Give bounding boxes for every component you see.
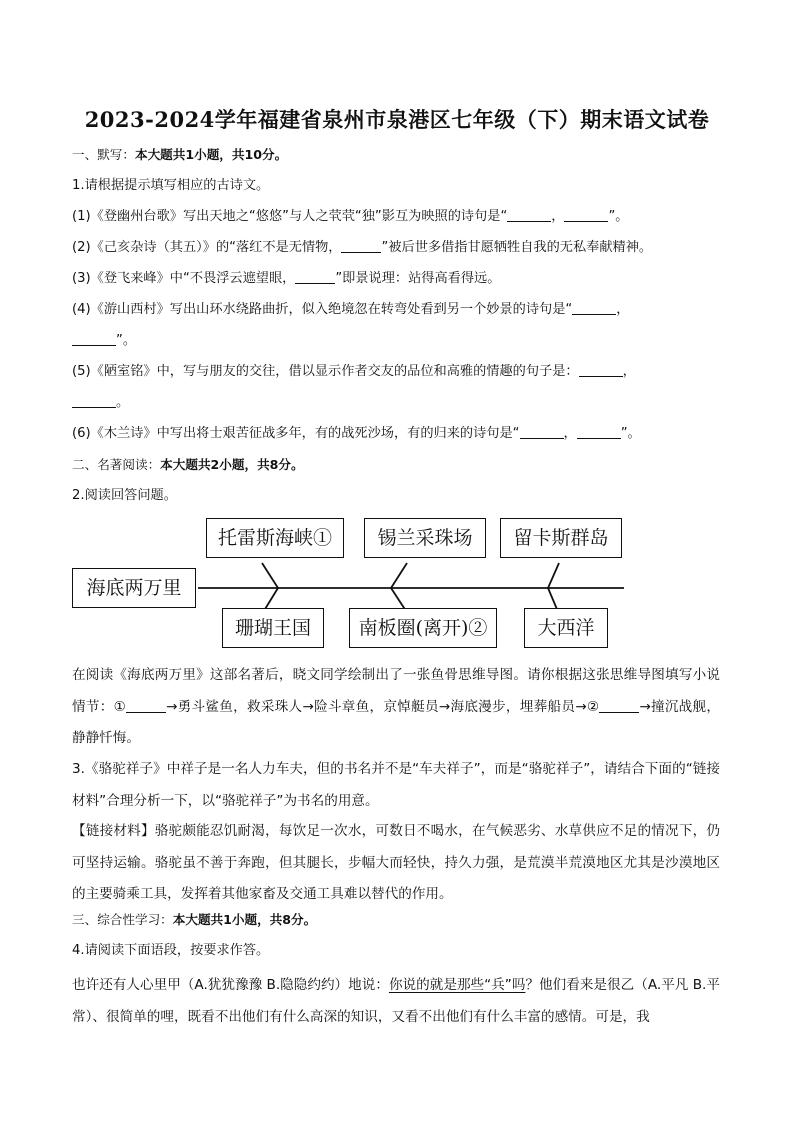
q2-text-part-c: →撞沉战舰，静静忏悔。 (72, 698, 720, 746)
fishbone-diagram (72, 512, 632, 658)
answer-blank[interactable] (520, 425, 564, 439)
q4-passage-part-a: 也许还有人心里甲（A.犹犹豫豫 B.隐隐约约）地说： (72, 977, 389, 993)
q1-item-3-end: ”即景说理：站得高看得远。 (335, 271, 501, 286)
q1-item-6-sep: ， (563, 426, 577, 441)
q1-item-4-text: (4)《游山西村》写出山环水绕路曲折，似入绝境忽在转弯处看到另一个妙景的诗句是“ (72, 302, 573, 317)
q1-item-6 (72, 424, 732, 444)
section-3-head: 三、综合性学习： (72, 912, 173, 927)
diagram-node-top-3: 留卡斯群岛 (500, 518, 622, 558)
answer-blank[interactable] (72, 394, 116, 408)
section-2-desc: 本大题共2小题，共8分。 (160, 457, 304, 472)
q1-item-4 (72, 300, 732, 320)
q4-passage-part-b: ？他们看来是很乙（A.平凡 B.平常）、很简单的哩，既看不出他们有什么高深的知识，又看不出他们有什么丰富的感情。可是，我 (72, 977, 720, 1025)
answer-blank[interactable] (341, 239, 381, 253)
q1-item-5-cont (72, 393, 732, 413)
q2-text-part-b: →勇斗鲨鱼，救采珠人→险斗章鱼，京悼艇员→海底漫步，埋葬船员→② (166, 698, 600, 715)
section-2-heading (72, 455, 732, 475)
diagram-main-node: 海底两万里 (72, 568, 196, 608)
q1-stem: 1.请根据提示填写相应的古诗文。 (72, 178, 270, 193)
section-3-desc: 本大题共1小题，共8分。 (172, 912, 317, 927)
q1-item-3-text: (3)《登飞来峰》中“不畏浮云遮望眼， (72, 271, 296, 286)
q1-item-5-end: 。 (116, 395, 130, 410)
q1-item-5-sep: ， (622, 364, 636, 379)
q3-link-material (72, 816, 720, 911)
q1-item-5 (72, 362, 732, 382)
diagram-node-top-2: 锡兰采珠场 (364, 518, 486, 558)
diagram-node-bottom-1: 珊瑚王国 (222, 608, 324, 648)
q1-item-4-end: ”。 (116, 333, 137, 348)
q1-item-2 (72, 238, 732, 258)
answer-blank[interactable] (126, 699, 166, 713)
q2-stem: 2.阅读回答问题。 (72, 488, 177, 503)
link-material-label: 【链接材料】 (72, 823, 155, 839)
answer-blank[interactable] (564, 208, 608, 222)
q1-item-4-sep: ， (616, 302, 630, 317)
q1-item-2-text: (2)《己亥杂诗（其五）》的“落红不是无情物， (72, 240, 342, 255)
q2-text-part-a: 在阅读《海底两万里》这部名著后，晓文同学绘制出了一张鱼骨思维导图。请你根据这张思维导图填写小说情节：① (72, 667, 720, 715)
link-material-text: 骆驼颇能忍饥耐渴，每饮足一次水，可数日不喝水，在气候恶劣、水草供应不足的情况下，仍可坚持运输。骆驼虽不善于奔跑，但其腿长，步幅大而轻快，持久力强，是荒漠半荒漠地区尤其是沙漠地区的主要骑乘工具，发挥着其他家畜及交通工具难以替代的作用。 (72, 823, 720, 902)
section-2-head: 二、名著阅读： (72, 457, 161, 472)
diagram-node-bottom-3: 大西洋 (524, 608, 608, 648)
q1-item-4-cont (72, 331, 732, 351)
q3-stem: 3.《骆驼祥子》中祥子是一名人力车夫，但的书名并不是“车夫祥子”，而是“骆驼祥子”，请结合下面的“链接材料”合理分析一下，以“骆驼祥子”为书名的用意。 (72, 761, 720, 809)
section-3-heading (72, 910, 732, 930)
q4-underlined-sentence: 你说的就是那些“兵”吗 (388, 977, 526, 993)
q2-text (72, 660, 720, 755)
q1-item-1-sep: ， (551, 209, 565, 224)
answer-blank[interactable] (572, 301, 616, 315)
diagram-node-bottom-2: 南板圈(离开)② (349, 608, 497, 648)
q1-item-1-text: (1)《登幽州台歌》写出天地之“悠悠”与人之茕茕“独”影互为映照的诗句是“ (72, 209, 508, 224)
q4-stem: 4.请阅读下面语段，按要求作答。 (72, 943, 270, 958)
q1-item-1 (72, 207, 732, 227)
section-1-heading (72, 145, 732, 165)
q1-item-2-end: ”被后世多借指甘愿牺牲自我的无私奉献精神。 (381, 240, 653, 255)
answer-blank[interactable] (72, 332, 116, 346)
q1-item-6-text: (6)《木兰诗》中写出将士艰苦征战多年，有的战死沙场，有的归来的诗句是“ (72, 426, 520, 441)
exam-title: 2023-2024学年福建省泉州市泉港区七年级（下）期末语文试卷 (84, 107, 710, 132)
q1-item-1-end: ”。 (608, 209, 629, 224)
answer-blank[interactable] (295, 270, 335, 284)
q1-item-5-text: (5)《陋室铭》中，写与朋友的交往，借以显示作者交友的品位和高雅的情趣的句子是： (72, 364, 579, 379)
answer-blank[interactable] (579, 363, 623, 377)
q1-item-6-end: ”。 (620, 426, 641, 441)
answer-blank[interactable] (577, 425, 621, 439)
answer-blank[interactable] (507, 208, 551, 222)
section-1-desc: 本大题共1小题，共10分。 (134, 147, 288, 162)
answer-blank[interactable] (599, 699, 639, 713)
q4-passage (72, 970, 720, 1033)
diagram-node-top-1: 托雷斯海峡① (206, 518, 344, 558)
q1-item-3 (72, 269, 732, 289)
section-1-head: 一、默写： (72, 147, 135, 162)
